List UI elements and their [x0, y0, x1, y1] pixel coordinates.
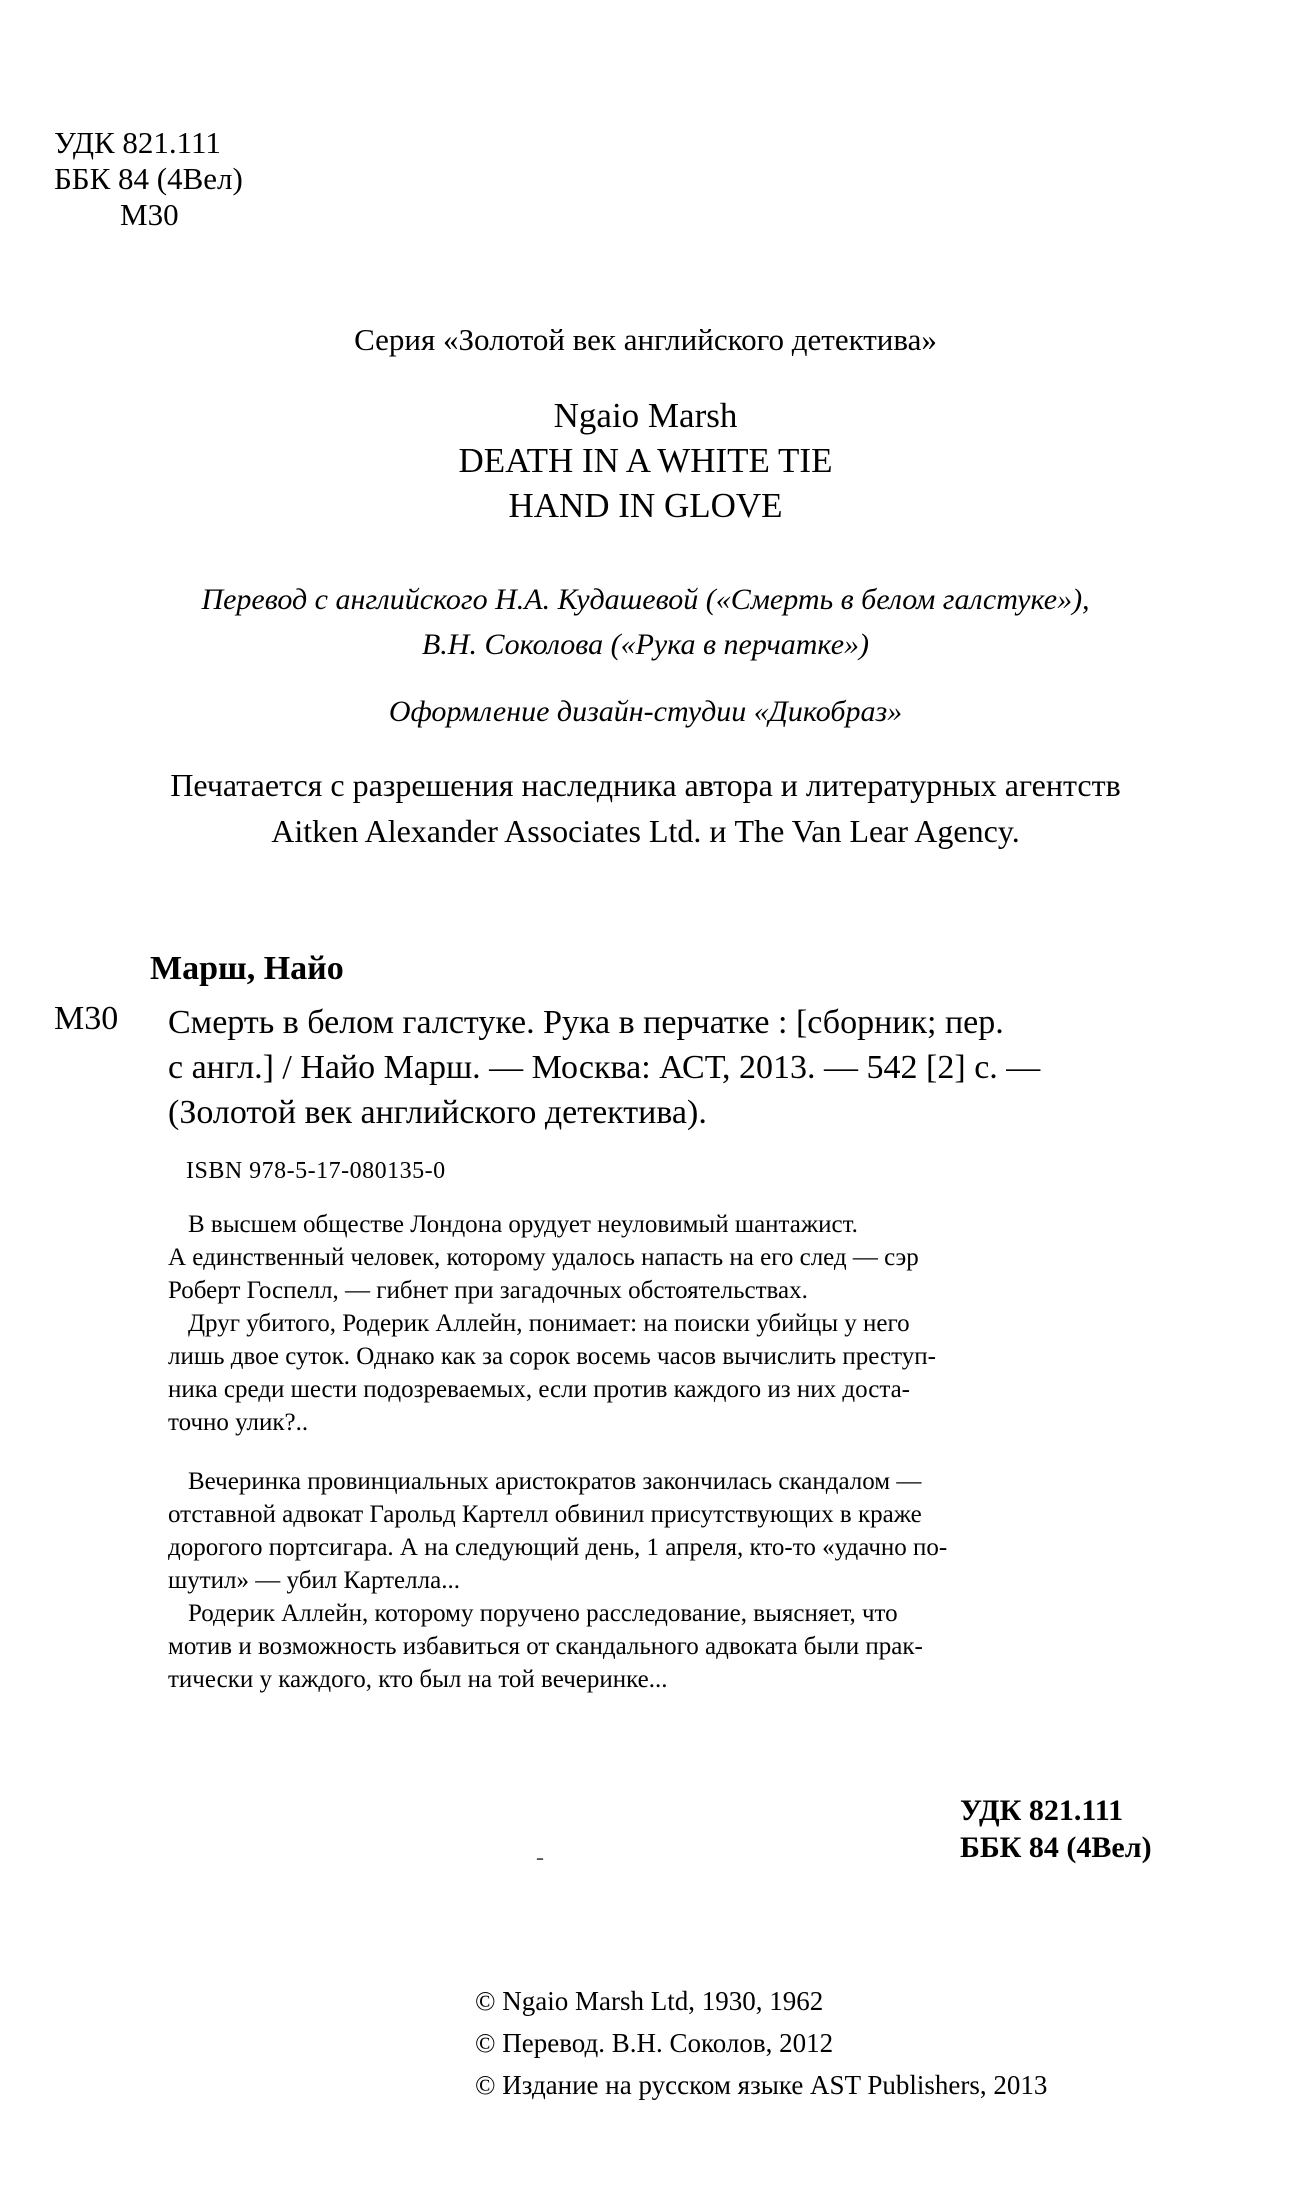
- translation-line-1: Перевод с английского Н.А. Кудашевой («Смерть в белом галстуке»),: [201, 583, 1090, 616]
- copyright-line-1: © Ngaio Marsh Ltd, 1930, 1962: [475, 1986, 824, 2016]
- annotation-second-book: [168, 1465, 1200, 1696]
- udk-code-bottom: УДК 821.111: [960, 1794, 1124, 1827]
- author-mark: М30: [120, 197, 179, 232]
- annotation-paragraph: Родерик Аллейн, которому поручено расследование, выясняет, что мотив и возможность избавиться от скандального адвоката были прак- тически у каждого, кто был на той вечеринке...: [168, 1600, 923, 1693]
- translation-line-2: В.Н. Соколова («Рука в перчатке»): [421, 628, 870, 661]
- udk-code: УДК 821.111: [54, 125, 221, 160]
- copyright-block: [475, 1980, 1047, 2106]
- annotation-paragraph: В высшем обществе Лондона орудует неуловимый шантажист. А единственный человек, которому удалось напасть на его след — сэр Роберт Госпелл, — гибнет при загадочных обстоятельствах.: [168, 1211, 919, 1304]
- permission-notice: [0, 762, 1291, 854]
- copyright-line-2: © Перевод. В.Н. Соколов, 2012: [475, 2028, 834, 2058]
- design-credit: Оформление дизайн-студии «Дикобраз»: [388, 695, 903, 728]
- bibliographic-description: [168, 1000, 1040, 1135]
- classification-block: [54, 125, 243, 233]
- original-title-block: [0, 393, 1291, 528]
- bibliographic-author: Марш, Найо: [150, 950, 344, 987]
- print-speck: -: [536, 1845, 544, 1871]
- bbk-code-bottom: ББК 84 (4Вел): [960, 1831, 1152, 1864]
- classification-bottom: [960, 1792, 1152, 1866]
- copyright-line-3: © Издание на русском языке AST Publishers, 2013: [475, 2070, 1048, 2100]
- translation-credits: [0, 577, 1291, 667]
- permission-line-1: Печатается с разрешения наследника автора и литературных агентств: [170, 767, 1121, 803]
- bibliographic-mark: М30: [54, 1000, 119, 1037]
- original-author: Ngaio Marsh: [553, 396, 738, 435]
- bib-line-3: (Золотой век английского детектива).: [168, 1094, 707, 1131]
- series-title: Серия «Золотой век английского детектива»: [354, 322, 937, 357]
- bib-line-1: Смерть в белом галстуке. Рука в перчатке : [сборник; пер.: [168, 1004, 1004, 1041]
- annotation-paragraph: Вечеринка провинциальных аристократов закончилась скандалом — отставной адвокат Гарольд Картелл обвинил присутствующих в краже дорогого портсигара. А на следующий день, 1 апреля, кто-то «удачно по- шутил» — убил Картелла...: [168, 1468, 948, 1594]
- bbk-code: ББК 84 (4Вел): [54, 161, 243, 196]
- original-title-2: HAND IN GLOVE: [508, 486, 783, 525]
- annotation-first-book: [168, 1208, 1200, 1439]
- permission-line-2: Aitken Alexander Associates Ltd. и The Van Lear Agency.: [271, 813, 1020, 849]
- annotation-paragraph: Друг убитого, Родерик Аллейн, понимает: на поиски убийцы у него лишь двое суток. Однако как за сорок восемь часов вычислить преступ- ника среди шести подозреваемых, если против каждого из них доста- точно улик?..: [168, 1310, 936, 1436]
- bib-line-2: с англ.] / Найо Марш. — Москва: АСТ, 2013. — 542 [2] с. —: [168, 1049, 1041, 1086]
- original-title-1: DEATH IN A WHITE TIE: [458, 441, 833, 480]
- isbn: ISBN 978-5-17-080135-0: [186, 1158, 446, 1184]
